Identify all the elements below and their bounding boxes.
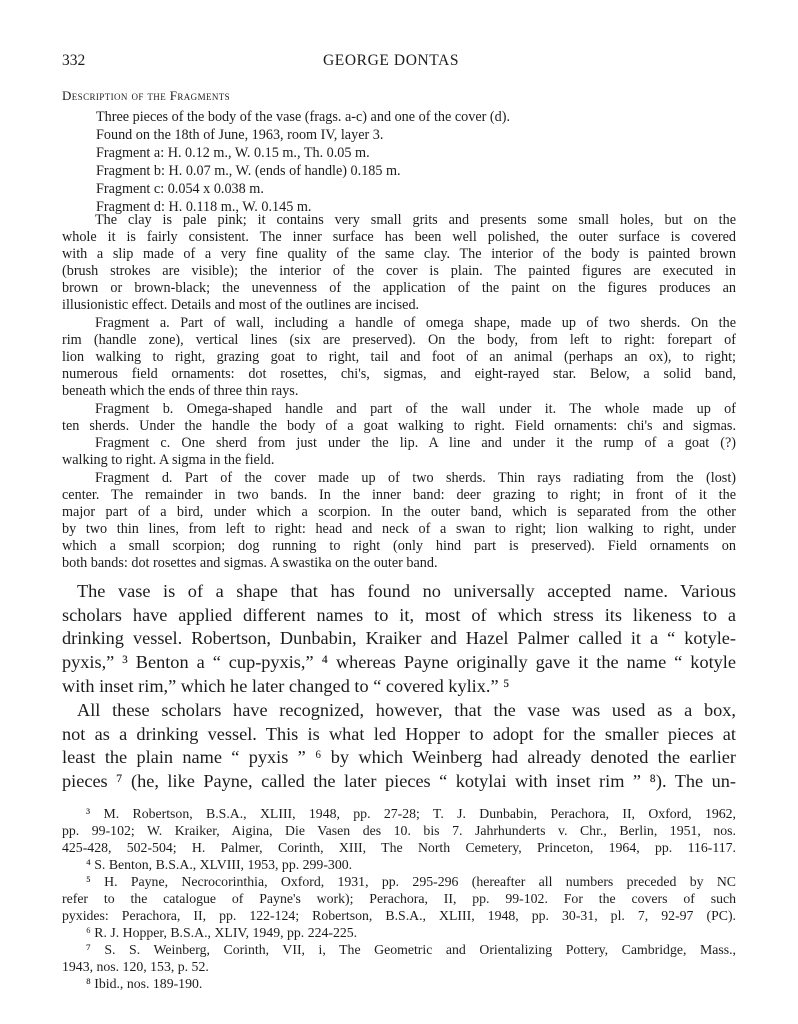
description-line: Fragment a: H. 0.12 m., W. 0.15 m., Th. 0.05 m. — [96, 145, 370, 161]
description-line: Fragment c. One sherd from just under the lip. A line and under it the rump of a goat (?) — [95, 435, 736, 451]
description-line: Fragment b. Omega-shaped handle and part of the wall under it. The whole made up of — [95, 401, 736, 417]
description-line: Fragment d. Part of the cover made up of two sherds. Thin rays radiating from the (lost) — [95, 470, 736, 486]
description-line: beneath which the ends of three thin rays. — [62, 383, 299, 399]
description-line: both bands: dot rosettes and sigmas. A swastika on the outer band. — [62, 555, 438, 571]
description-line: Fragment d: H. 0.118 m., W. 0.145 m. — [96, 199, 312, 215]
running-title: GEORGE DONTAS — [323, 52, 460, 69]
body-line: pyxis,” ³ Benton a “ cup-pyxis,” ⁴ whereas Payne originally gave it the name “ kotyle — [62, 652, 736, 672]
footnote-line: ⁵ H. Payne, Necrocorinthia, Oxford, 1931, pp. 295-296 (hereafter all numbers preceded by NC — [86, 874, 736, 889]
description-line: which a small scorpion; dog running to right (only hind part is preserved). Field ornaments on — [62, 538, 736, 554]
body-line: All these scholars have recognized, however, that the vase was used as a box, — [77, 700, 736, 720]
footnote-line: ³ M. Robertson, B.S.A., XLIII, 1948, pp. 27-28; T. J. Dunbabin, Perachora, II, Oxford, 1962, — [86, 806, 736, 821]
body-line: The vase is of a shape that has found no universally accepted name. Various — [77, 581, 736, 601]
description-line: with a slip made of a very fine quality of the same clay. The interior of the body is painted brown — [62, 246, 736, 262]
page-number: 332 — [62, 52, 86, 69]
section-heading: Description of the Fragments — [62, 88, 231, 103]
description-line: brown or brown-black; the unevenness of the application of the paint on the figures produces an — [62, 280, 736, 296]
description-line: Found on the 18th of June, 1963, room IV, layer 3. — [96, 127, 384, 143]
footnote-line: ⁷ S. S. Weinberg, Corinth, VII, i, The Geometric and Orientalizing Pottery, Cambridge, Mass., — [86, 942, 736, 957]
footnote-line: ⁴ S. Benton, B.S.A., XLVIII, 1953, pp. 299-300. — [86, 857, 353, 872]
description-line: major part of a bird, under which a scorpion. In the outer band, which is separated from the other — [62, 504, 736, 520]
footnote-line: refer to the catalogue of Payne's work); Perachora, II, pp. 99-102. For the covers of such — [62, 891, 736, 906]
description-line: center. The remainder in two bands. In the inner band: deer grazing to right; in front of it the — [62, 487, 736, 503]
description-line: whole it is fairly consistent. The inner surface has been well polished, the outer surface is covered — [62, 229, 736, 245]
description-line: rim (handle zone), vertical lines (six are preserved). On the body, from left to right: forepart of — [62, 332, 736, 348]
description-line: ten sherds. Under the handle the body of a goat walking to right. Field ornaments: chi's and sigmas. — [62, 418, 736, 434]
body-line: with inset rim,” which he later changed to “ covered kylix.” ⁵ — [62, 676, 510, 696]
footnote-line: 425-428, 502-504; H. Palmer, Corinth, XIII, The North Cemetery, Princeton, 1964, pp. 116-117. — [62, 840, 736, 855]
description-line: (brush strokes are visible); the interior of the cover is plain. The painted figures are executed in — [62, 263, 736, 279]
footnote-line: pp. 99-102; W. Kraiker, Aigina, Die Vasen des 10. bis 7. Jahrhunderts v. Chr., Berlin, 1951, nos. — [62, 823, 736, 838]
footnote-line: ⁶ R. J. Hopper, B.S.A., XLIV, 1949, pp. 224-225. — [86, 925, 358, 940]
body-line: drinking vessel. Robertson, Dunbabin, Kraiker and Hazel Palmer called it a “ kotyle- — [62, 628, 736, 648]
description-line: walking to right. A sigma in the field. — [62, 452, 275, 468]
description-line: Fragment a. Part of wall, including a handle of omega shape, made up of two sherds. On the — [95, 315, 736, 331]
description-line: The clay is pale pink; it contains very small grits and presents some small holes, but on the — [95, 212, 736, 228]
body-line: pieces ⁷ (he, like Payne, called the later pieces “ kotylai with inset rim ” ⁸). The un- — [62, 771, 736, 791]
body-line: not as a drinking vessel. This is what led Hopper to adopt for the smaller pieces at — [62, 724, 736, 744]
description-line: Fragment b: H. 0.07 m., W. (ends of handle) 0.185 m. — [96, 163, 401, 179]
footnote-line: pyxides: Perachora, II, pp. 122-124; Robertson, B.S.A., XLIII, 1948, pp. 30-31, pl. 7, 92-97 (PC). — [62, 908, 736, 923]
body-line: scholars have applied different names to it, most of which stress its likeness to a — [62, 605, 736, 625]
description-line: Three pieces of the body of the vase (frags. a-c) and one of the cover (d). — [96, 109, 511, 125]
footnote-line: 1943, nos. 120, 153, p. 52. — [62, 959, 209, 974]
description-line: illusionistic effect. Details and most of the outlines are incised. — [62, 297, 420, 313]
footnote-line: ⁸ Ibid., nos. 189-190. — [86, 976, 203, 991]
description-line: numerous field ornaments: dot rosettes, chi's, sigmas, and eight-rayed star. Below, a solid band, — [62, 366, 736, 382]
description-line: Fragment c: 0.054 x 0.038 m. — [96, 181, 264, 197]
description-line: lion walking to right, grazing goat to right, tail and foot of an animal (perhaps an ox), to right; — [62, 349, 736, 365]
description-line: by two thin lines, from left to right: head and neck of a swan to right; lion walking to right, under — [62, 521, 736, 537]
body-line: least the plain name “ pyxis ” ⁶ by which Weinberg had already denoted the earlier — [62, 747, 736, 767]
